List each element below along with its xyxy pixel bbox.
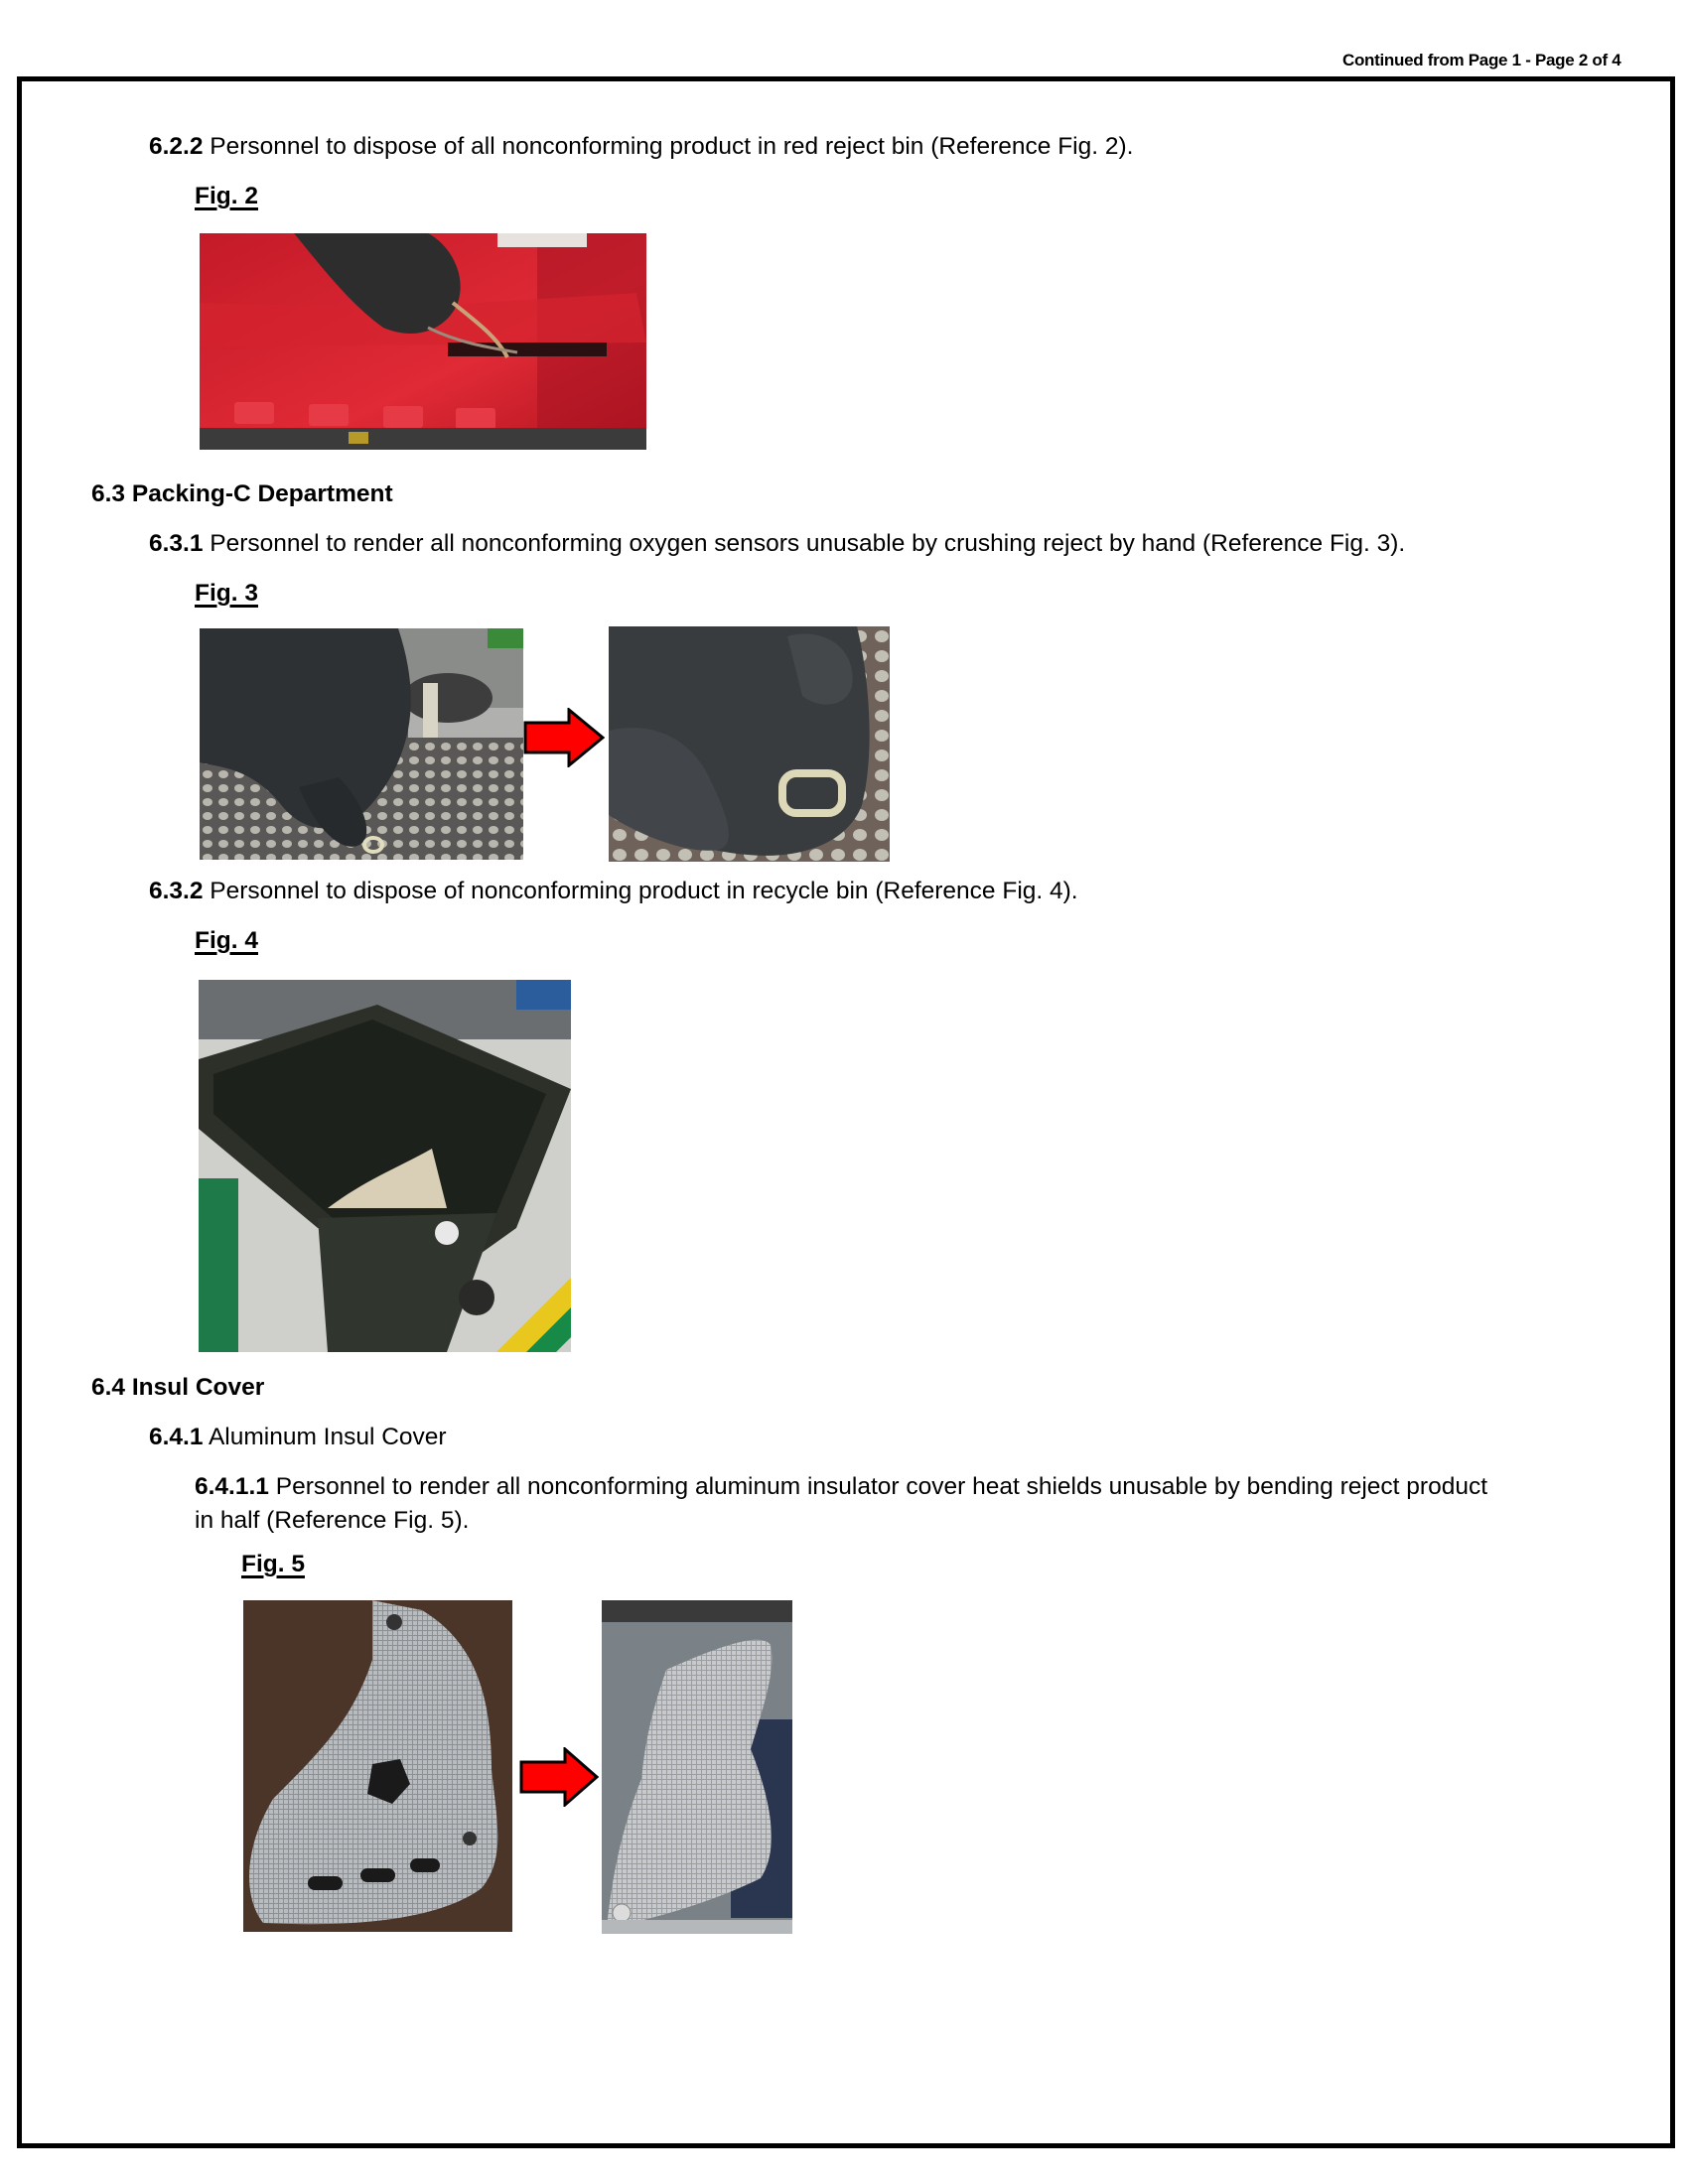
step-number: 6.4.1 (149, 1424, 204, 1450)
right-arrow-icon (519, 1747, 599, 1807)
fig-2-image (200, 233, 646, 450)
step-text-line1: Personnel to render all nonconforming aluminum insulator cover heat shields unusable by bending reject product (268, 1473, 1488, 1500)
step-number: 6.2.2 (149, 133, 204, 160)
recycle-bin-photo (199, 980, 571, 1352)
heat-shield-bent-photo (602, 1600, 792, 1934)
fig-4-label: Fig. 4 (195, 927, 258, 954)
step-6-4-1-1 (195, 1470, 1487, 1504)
step-number: 6.3.1 (149, 530, 204, 557)
fig-2-label: Fig. 2 (195, 183, 258, 209)
crushed-sensor-photo (609, 626, 890, 862)
step-text: Personnel to dispose of all nonconforming product in red reject bin (Reference Fig. 2). (203, 133, 1134, 160)
section-6-4-heading: 6.4 Insul Cover (91, 1374, 265, 1401)
step-6-2-2 (149, 130, 1133, 164)
step-6-3-1 (149, 527, 1405, 561)
fig-4-image (199, 980, 571, 1352)
fig-3-label: Fig. 3 (195, 580, 258, 607)
section-6-3-heading: 6.3 Packing-C Department (91, 480, 393, 507)
right-arrow-icon (523, 708, 605, 767)
red-reject-bin-photo (200, 233, 646, 450)
fig-5-before-image (243, 1600, 512, 1932)
fig-5-after-image (602, 1600, 792, 1934)
step-text: Aluminum Insul Cover (203, 1424, 447, 1450)
step-6-3-2 (149, 875, 1078, 908)
oxygen-sensor-before-photo (200, 628, 523, 860)
step-number: 6.4.1.1 (195, 1473, 269, 1500)
heat-shield-flat-photo (243, 1600, 512, 1932)
step-6-4-1 (149, 1421, 447, 1454)
fig-5-label: Fig. 5 (241, 1551, 305, 1577)
step-text: Personnel to dispose of nonconforming product in recycle bin (Reference Fig. 4). (203, 878, 1078, 904)
fig-3-before-image (200, 628, 523, 860)
page-continuation-header: Continued from Page 1 - Page 2 of 4 (1342, 51, 1621, 69)
step-text: Personnel to render all nonconforming oxygen sensors unusable by crushing reject by hand (Reference Fig. 3). (203, 530, 1406, 557)
fig-3-after-image (609, 626, 890, 862)
step-6-4-1-1-line2: in half (Reference Fig. 5). (195, 1507, 470, 1534)
step-number: 6.3.2 (149, 878, 204, 904)
